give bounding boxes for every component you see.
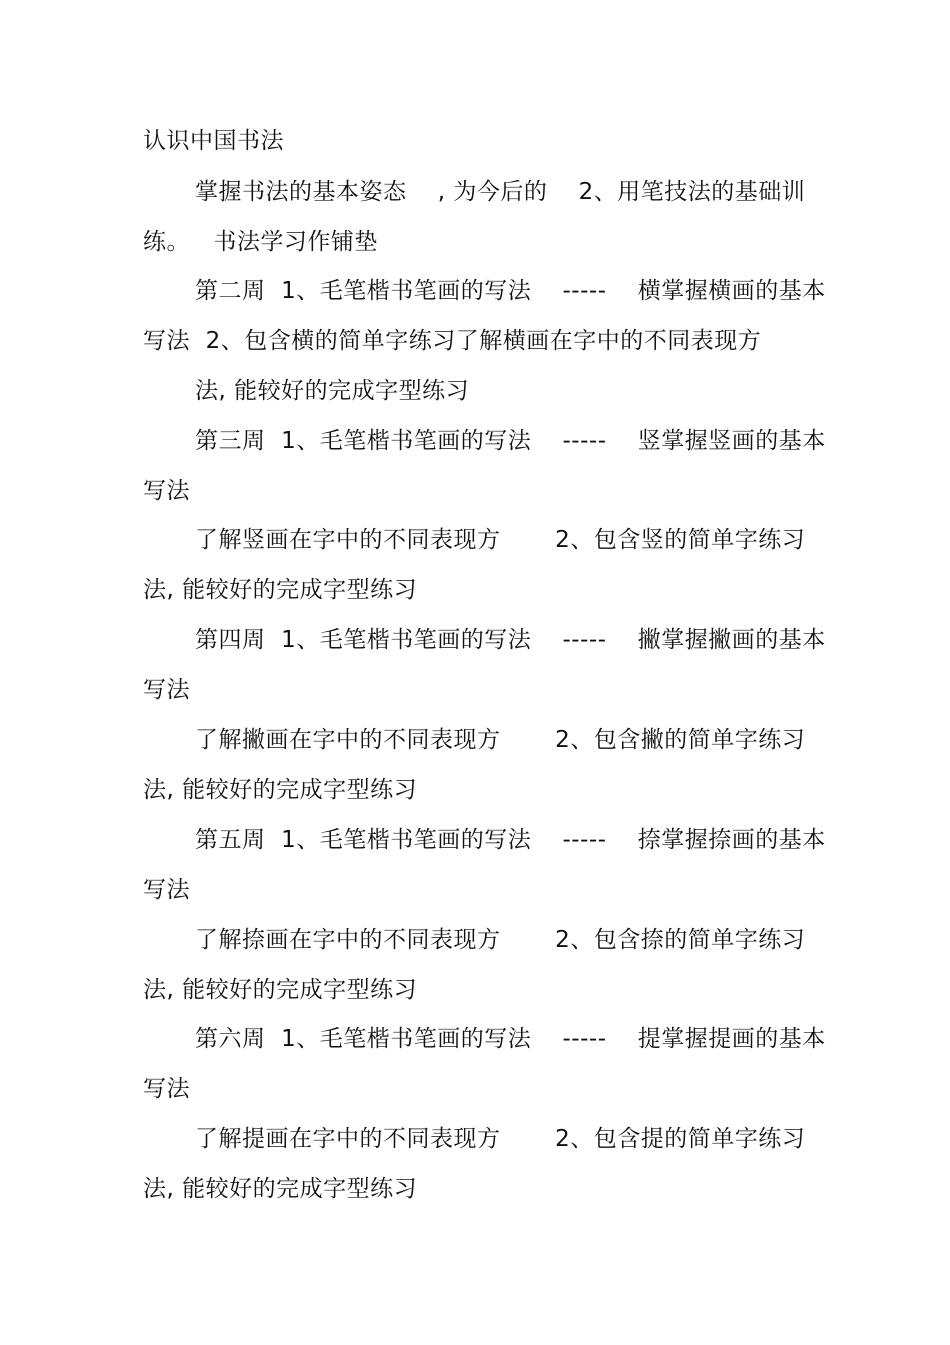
text-line: 掌握书法的基本姿态 , 为今后的 2、用笔技法的基础训 bbox=[195, 179, 806, 205]
week-3-line: 第三周 1、毛笔楷书笔画的写法 ----- 竖掌握竖画的基本 bbox=[195, 428, 826, 454]
text-line: 法, 能较好的完成字型练习 bbox=[143, 977, 418, 1003]
week-2-line: 第二周 1、毛笔楷书笔画的写法 ----- 横掌握横画的基本 bbox=[195, 278, 826, 304]
text-line: 练。 书法学习作铺垫 bbox=[143, 229, 378, 255]
text-line: 法, 能较好的完成字型练习 bbox=[143, 577, 418, 603]
text-line: 了解撇画在字中的不同表现方 2、包含撇的简单字练习 bbox=[195, 727, 806, 753]
week-5-line: 第五周 1、毛笔楷书笔画的写法 ----- 捺掌握捺画的基本 bbox=[195, 827, 826, 853]
text-line: 了解捺画在字中的不同表现方 2、包含捺的简单字练习 bbox=[195, 927, 806, 953]
text-line: 写法 bbox=[143, 1076, 190, 1102]
text-line: 写法 bbox=[143, 677, 190, 703]
text-line: 写法 2、包含横的简单字练习了解横画在字中的不同表现方 bbox=[143, 328, 762, 354]
week-4-line: 第四周 1、毛笔楷书笔画的写法 ----- 撇掌握撇画的基本 bbox=[195, 627, 826, 653]
heading-line: 认识中国书法 bbox=[143, 128, 284, 154]
text-line: 法, 能较好的完成字型练习 bbox=[143, 1176, 418, 1202]
text-line: 法, 能较好的完成字型练习 bbox=[195, 378, 470, 404]
text-line: 了解提画在字中的不同表现方 2、包含提的简单字练习 bbox=[195, 1126, 806, 1152]
text-line: 法, 能较好的完成字型练习 bbox=[143, 777, 418, 803]
text-line: 了解竖画在字中的不同表现方 2、包含竖的简单字练习 bbox=[195, 527, 806, 553]
text-line: 写法 bbox=[143, 478, 190, 504]
text-line: 写法 bbox=[143, 877, 190, 903]
week-6-line: 第六周 1、毛笔楷书笔画的写法 ----- 提掌握提画的基本 bbox=[195, 1026, 826, 1052]
